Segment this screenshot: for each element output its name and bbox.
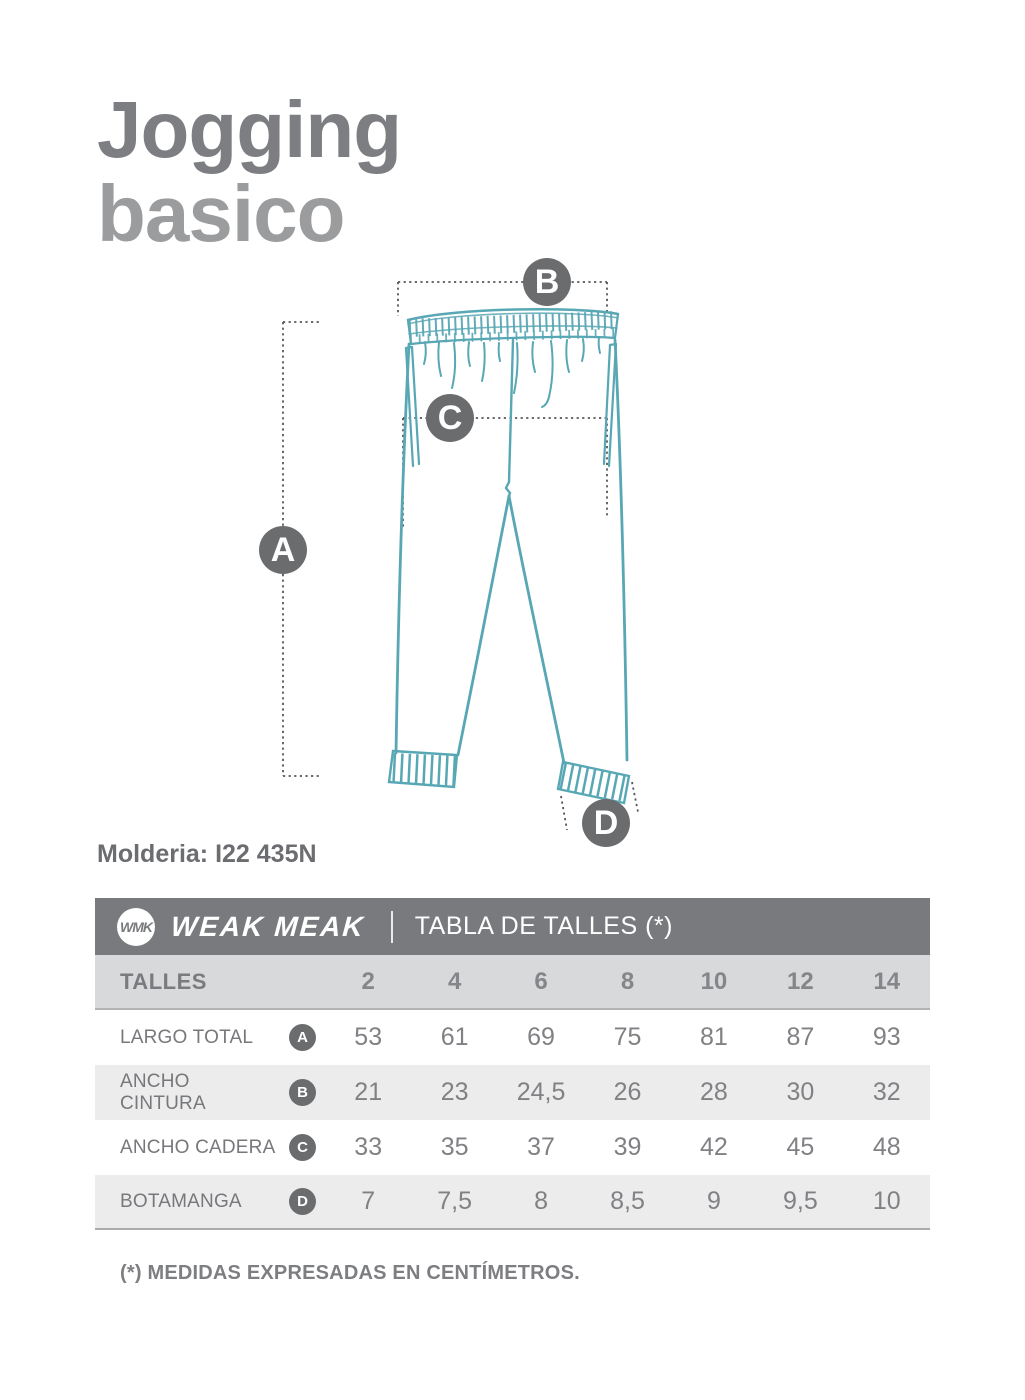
cell-value: 10 bbox=[872, 1187, 901, 1215]
pants-measurement-diagram bbox=[255, 250, 665, 860]
size-col: 12 bbox=[787, 967, 814, 995]
cell-value: 93 bbox=[872, 1023, 901, 1051]
page-title-line1: Jogging bbox=[97, 85, 402, 174]
page-title bbox=[97, 85, 402, 258]
cell-value: 7,5 bbox=[437, 1187, 473, 1215]
cell-value: 9,5 bbox=[782, 1187, 818, 1215]
cell-value: 32 bbox=[872, 1078, 901, 1106]
sizes-label: TALLES bbox=[120, 968, 207, 994]
marker-a bbox=[259, 526, 307, 574]
table-header-band bbox=[95, 898, 930, 955]
row-label: BOTAMANGA bbox=[120, 1190, 242, 1212]
cell-value: 35 bbox=[440, 1133, 469, 1161]
size-col: 4 bbox=[447, 967, 462, 995]
table-row bbox=[95, 1010, 930, 1065]
cell-value: 26 bbox=[613, 1078, 642, 1106]
cell-value: 42 bbox=[700, 1133, 728, 1161]
row-label: ANCHO CINTURA bbox=[120, 1070, 206, 1114]
right-cuff bbox=[558, 762, 629, 803]
units-footnote: (*) MEDIDAS EXPRESADAS EN CENTÍMETROS. bbox=[120, 1262, 580, 1284]
table-row-sizes bbox=[95, 955, 930, 1010]
cell-value: 21 bbox=[354, 1078, 383, 1106]
size-table bbox=[95, 898, 930, 1230]
marker-badge-c: C bbox=[289, 1134, 316, 1161]
cell-value: 48 bbox=[872, 1133, 901, 1161]
cell-value: 9 bbox=[706, 1187, 721, 1215]
table-title: TABLA DE TALLES (*) bbox=[414, 912, 673, 940]
marker-badge-d: D bbox=[289, 1188, 316, 1215]
marker-d-label: D bbox=[593, 804, 619, 842]
cell-value: 39 bbox=[613, 1133, 642, 1161]
marker-d bbox=[582, 799, 630, 847]
brand-name: WEAK MEAK bbox=[169, 910, 366, 942]
marker-badge-b: B bbox=[289, 1079, 316, 1106]
marker-b-label: B bbox=[534, 263, 560, 301]
cell-value: 24,5 bbox=[516, 1078, 566, 1106]
pants-drawing bbox=[389, 309, 629, 803]
brand-logo-icon: WMK bbox=[117, 908, 155, 946]
cell-value: 87 bbox=[786, 1023, 815, 1051]
table-row bbox=[95, 1065, 930, 1120]
cell-value: 61 bbox=[440, 1023, 469, 1051]
row-label: LARGO TOTAL bbox=[120, 1026, 254, 1048]
cell-value: 8,5 bbox=[610, 1187, 645, 1215]
page-title-line2: basico bbox=[97, 169, 345, 258]
size-col: 6 bbox=[534, 967, 548, 995]
table-row bbox=[95, 1175, 930, 1230]
marker-c bbox=[426, 394, 474, 442]
size-col: 8 bbox=[620, 967, 635, 995]
cell-value: 7 bbox=[361, 1187, 376, 1215]
header-divider bbox=[391, 911, 393, 943]
left-cuff bbox=[389, 751, 457, 787]
cell-value: 8 bbox=[534, 1187, 549, 1215]
waistband bbox=[408, 309, 618, 344]
marker-badge-a: A bbox=[289, 1024, 316, 1051]
size-col: 2 bbox=[361, 967, 375, 995]
cell-value: 33 bbox=[354, 1133, 383, 1161]
marker-c-label: C bbox=[437, 399, 463, 437]
cell-value: 53 bbox=[354, 1023, 383, 1051]
marker-a-label: A bbox=[270, 531, 296, 569]
size-col: 10 bbox=[700, 967, 728, 995]
size-col: 14 bbox=[873, 967, 901, 995]
table-row bbox=[95, 1120, 930, 1175]
cell-value: 69 bbox=[527, 1023, 555, 1051]
cell-value: 28 bbox=[700, 1078, 728, 1106]
row-label: ANCHO CADERA bbox=[120, 1136, 276, 1158]
cell-value: 81 bbox=[700, 1023, 728, 1051]
marker-b bbox=[523, 258, 571, 306]
cell-value: 45 bbox=[786, 1133, 815, 1161]
molderia-code: Molderia: I22 435N bbox=[97, 840, 317, 868]
cell-value: 30 bbox=[786, 1078, 815, 1106]
cell-value: 37 bbox=[527, 1133, 555, 1161]
cell-value: 23 bbox=[440, 1078, 469, 1106]
cell-value: 75 bbox=[613, 1023, 642, 1051]
